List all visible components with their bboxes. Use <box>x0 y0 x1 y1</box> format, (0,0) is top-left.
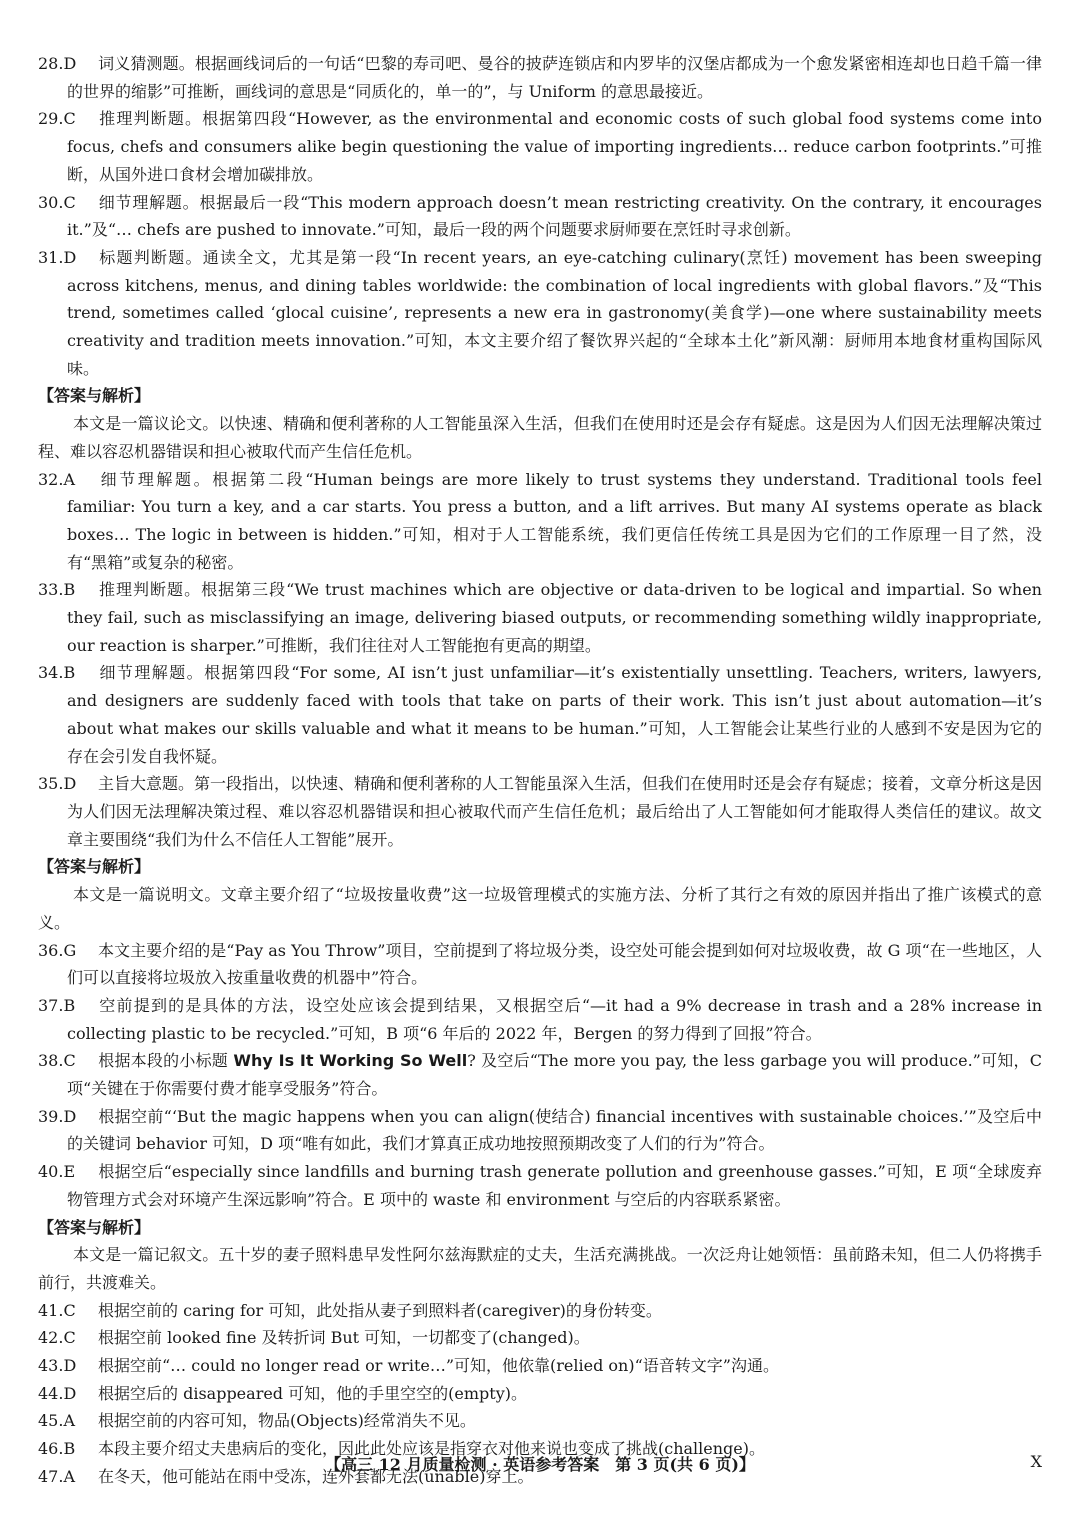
answer-explanation: 根据空后的 disappeared 可知，他的手里空空的(empty)。 <box>98 1383 527 1403</box>
answer-explanation: 词义猜测题。根据画线词后的一句话“巴黎的寿司吧、曼谷的披萨连锁店和内罗毕的汉堡店都成为一个愈发紧密相连却也日趋千篇一律的世界的缩影”可推断，画线词的意思是“同质化的，单一的”，与 Uniform 的意思最接近。 <box>67 54 1042 101</box>
answer-number: 42.C <box>38 1328 76 1348</box>
answer-number: 45.A <box>38 1411 75 1431</box>
answer-item <box>38 1407 1042 1435</box>
answer-item <box>38 50 1042 105</box>
answer-explanation: 细节理解题。根据最后一段“This modern approach doesn’t mean restricting creativity. On the contrary, it encourages it.”及“… chefs are pushed to innovate.”可知，最后一段的两个问题要求厨师要在烹饪时寻求创新。 <box>67 192 1042 240</box>
answer-number: 44.D <box>38 1383 77 1403</box>
answer-number: 28.D <box>38 54 77 73</box>
answer-explanation: 根据空前的 caring for 可知，此处指从妻子到照料者(caregiver)的身份转变。 <box>98 1300 662 1320</box>
answer-explanation: 根据空后“especially since landfills and burning trash generate pollution and greenhouse gasses.”可知，E 项“全球废弃物管理方式会对环境产生深远影响”符合。E 项中的 waste 和 environment 与空后的内容联系紧密。 <box>67 1162 1042 1209</box>
answer-explanation: 主旨大意题。第一段指出，以快速、精确和便利著称的人工智能虽深入生活，但我们在使用时还是会存有疑虑；接着，文章分析这是因为人们因无法理解决策过程、难以容忍机器错误和担心被取代而产生信任危机；最后给出了人工智能如何才能取得人类信任的建议。故文章主要围绕“我们为什么不信任人工智能”展开。 <box>67 774 1043 849</box>
answer-item <box>38 1352 1042 1380</box>
passage-summary: 本文是一篇说明文。文章主要介绍了“垃圾按量收费”这一垃圾管理模式的实施方法、分析了其行之有效的原因并指出了推广该模式的意义。 <box>38 885 1042 932</box>
answer-explanation: 根据空前“… could no longer read or write…”可知，他依靠(relied on)“语音转文字”沟通。 <box>98 1356 779 1376</box>
answer-number: 32.A <box>38 469 75 489</box>
answer-explanation: 根据空前 looked fine 及转折词 But 可知，一切都变了(changed)。 <box>98 1328 590 1348</box>
answer-item <box>38 466 1042 577</box>
answer-number: 31.D <box>38 247 77 267</box>
section-heading: 【答案与解析】 <box>38 386 151 406</box>
answer-explanation: 根据空前“‘But the magic happens when you can align(使结合) financial incentives with sustainable choices.’”及空后中的关键词 behavior 可知，D 项“唯有如此，我们才算真正成功地按照预期改变了人们的行为”符合。 <box>67 1106 1042 1154</box>
answer-explanation: 推理判断题。根据第三段“We trust machines which are objective or data-driven to be logical and impartial. So when they fail, such as misclassifying an image, delivering biased outputs, or recommending something wildly inappropriate, our reaction is sharper.”可推断，我们往往对人工智能抱有更高的期望。 <box>67 580 1042 655</box>
answer-number: 39.D <box>38 1106 77 1126</box>
answer-item <box>38 105 1042 188</box>
answer-explanation: 标题判断题。通读全文，尤其是第一段“In recent years, an eye-catching culinary(烹饪) movement has been sweeping across kitchens, menus, and dining tables worldwide: the combination of local ingredients with global flavors.”及“This trend, sometimes called ‘glocal cuisine’, represents a new era in gastronomy(美食学)—one where sustainability meets creativity and tradition meets innovation.”可知，本文主要介绍了餐饮界兴起的“全球本土化”新风潮：厨师用本地食材重构国际风味。 <box>67 247 1042 378</box>
answer-number: 47.A <box>38 1466 75 1486</box>
answer-explanation: 本文主要介绍的是“Pay as You Throw”项目，空前提到了将垃圾分类，设空处可能会提到如何对垃圾收费，故 G 项“在一些地区，人们可以直接将垃圾放入按重量收费的机器中”符合。 <box>67 940 1042 988</box>
paragraph-subtitle: Why Is It Working So Well <box>233 1051 468 1071</box>
answer-item <box>38 1297 1042 1325</box>
answer-number: 33.B <box>38 580 76 600</box>
answer-item <box>38 1324 1042 1352</box>
answer-item <box>38 244 1042 383</box>
answer-number: 41.C <box>38 1300 76 1320</box>
answer-explanation: 根据空前的内容可知，物品(Objects)经常消失不见。 <box>98 1411 476 1431</box>
answer-number: 38.C <box>38 1051 76 1071</box>
answer-item <box>38 1158 1042 1213</box>
answer-number: 40.E <box>38 1162 76 1182</box>
answer-explanation: 推理判断题。根据第四段“However, as the environmental and economic costs of such global food systems come into focus, chefs and consumers alike begin questioning the value of importing ingredients… reduce carbon footprints.”可推断，从国外进口食材会增加碳排放。 <box>67 109 1042 184</box>
answer-item <box>38 992 1042 1047</box>
answer-number: 37.B <box>38 995 76 1015</box>
section-heading: 【答案与解析】 <box>38 857 151 877</box>
answer-number: 43.D <box>38 1356 77 1376</box>
answer-number: 36.G <box>38 940 77 960</box>
answer-item <box>38 1047 1042 1102</box>
answer-item <box>38 1380 1042 1408</box>
answer-item <box>38 770 1042 853</box>
answer-number: 34.B <box>38 663 76 683</box>
answer-number: 46.B <box>38 1439 76 1459</box>
answer-explanation: 空前提到的是具体的方法，设空处应该会提到结果，又根据空后“—it had a 9% decrease in trash and a 28% increase in collecting plastic to be recycled.”可知，B 项“6 年后的 2022 年，Bergen 的努力得到了回报”符合。 <box>67 995 1042 1043</box>
answer-item <box>38 576 1042 659</box>
footer-mark: X <box>1030 1452 1042 1471</box>
answer-explanation-lead: 根据本段的小标题 <box>98 1051 234 1071</box>
passage-summary: 本文是一篇议论文。以快速、精确和便利著称的人工智能虽深入生活，但我们在使用时还是会存有疑虑。这是因为人们因无法理解决策过程、难以容忍机器错误和担心被取代而产生信任危机。 <box>38 414 1042 461</box>
answer-explanation: 本段主要介绍丈夫患病后的变化，因此此处应该是指穿衣对他来说也变成了挑战(challenge)。 <box>98 1439 766 1459</box>
page-content <box>38 50 1042 1491</box>
answer-number: 30.C <box>38 192 76 212</box>
answer-number: 35.D <box>38 774 77 794</box>
footer-title: 【高三 12 月质量检测 · 英语参考答案 第 3 页(共 6 页)】 <box>325 1455 755 1474</box>
answer-item <box>38 1103 1042 1158</box>
answer-number: 29.C <box>38 109 76 129</box>
answer-explanation: 细节理解题。根据第四段“For some, AI isn’t just unfamiliar—it’s existentially unsettling. Teachers, writers, lawyers, and designers are suddenly faced with tools that take on parts of their work. This isn’t just about automation—it’s about what makes our skills valuable and what it means to be human.”可知，人工智能会让某些行业的人感到不安是因为它的存在会引发自我怀疑。 <box>67 663 1042 766</box>
answer-explanation: 在冬天，他可能站在雨中受冻，连外套都无法(unable)穿上。 <box>98 1466 534 1486</box>
answer-explanation: 细节理解题。根据第二段“Human beings are more likely to trust systems they understand. Traditional tools feel familiar: You turn a key, and a car starts. You press a button, and a lift arrives. But many AI systems operate as black boxes… The logic in between is hidden.”可知，相对于人工智能系统，我们更信任传统工具是因为它们的工作原理一目了然，没有“黑箱”或复杂的秘密。 <box>67 469 1042 572</box>
answer-item <box>38 659 1042 770</box>
page-footer <box>0 1452 1080 1480</box>
answer-item <box>38 937 1042 992</box>
section-heading: 【答案与解析】 <box>38 1217 151 1237</box>
answer-explanation: ? 及空后“The more you pay, the less garbage you will produce.”可知，C 项“关键在于你需要付费才能享受服务”符合。 <box>67 1051 1042 1099</box>
answer-item <box>38 189 1042 244</box>
passage-summary: 本文是一篇记叙文。五十岁的妻子照料患早发性阿尔兹海默症的丈夫，生活充满挑战。一次泛舟让她领悟：虽前路未知，但二人仍将携手前行，共渡难关。 <box>38 1245 1042 1292</box>
